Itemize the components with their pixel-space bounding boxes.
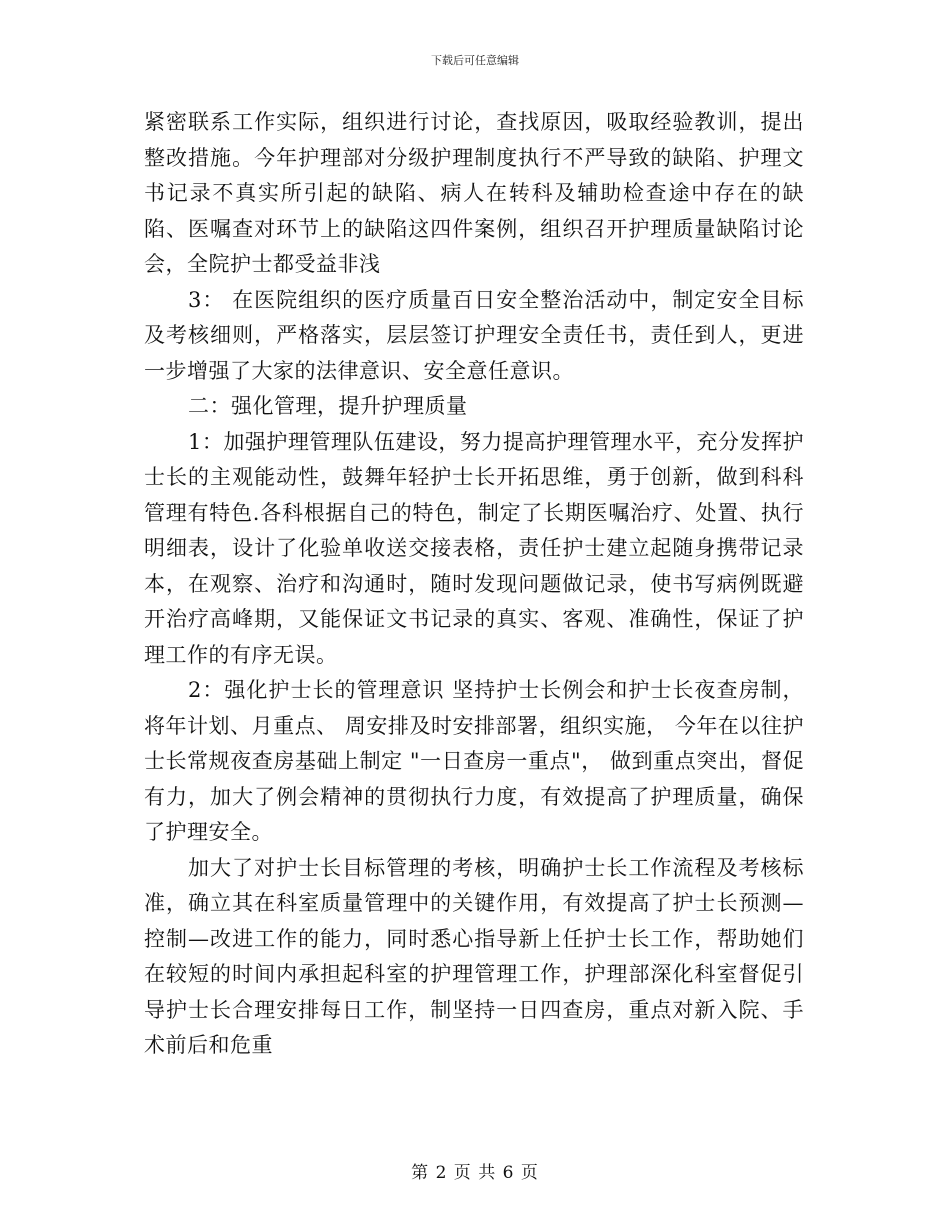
paragraph-item-1: 1：加强护理管理队伍建设，努力提高护理管理水平，充分发挥护士长的主观能动性，鼓舞年轻护士长开拓思维，勇于创新，做到科科管理有特色.各科根据自己的特色，制定了长期医嘱治疗、处置、执行明细表，设计了化验单收送交接表格，责任护士建立起随身携带记录本，在观察、治疗和沟通时，随时发现问题做记录，使书写病例既避开治疗高峰期，又能保证文书记录的真实、客观、准确性，保证了护理工作的有序无误。	[144, 429, 804, 667]
section-heading-2: 二：强化管理，提升护理质量	[188, 394, 468, 418]
page-footer: 第 2 页 共 6 页	[411, 1163, 539, 1183]
paragraph-item-3: 3： 在医院组织的医疗质量百日安全整治活动中，制定安全目标及考核细则，严格落实，层层签订护理安全责任书，责任到人，更进一步增强了大家的法律意识、安全意任意识。	[144, 287, 804, 383]
paragraph-continuation: 紧密联系工作实际，组织进行讨论，查找原因，吸取经验教训，提出整改措施。今年护理部对分级护理制度执行不严导致的缺陷、护理文书记录不真实所引起的缺陷、病人在转科及辅助检查途中存在的缺陷、医嘱查对环节上的缺陷这四件案例，组织召开护理质量缺陷讨论会，全院护士都受益非浅	[144, 110, 804, 276]
document-body	[144, 105, 804, 1064]
paragraph-item-2: 2：强化护士长的管理意识 坚持护士长例会和护士长夜查房制，将年计划、月重点、 周安排及时安排部署，组织实施， 今年在以往护士长常规夜查房基础上制定 "一日查房一重点"， 做到重点突出，督促有力，加大了例会精神的贯彻执行力度，有效提高了护理质量，确保了护理安全。	[144, 678, 804, 844]
paragraph-head-nurse-assessment: 加大了对护士长目标管理的考核，明确护士长工作流程及考核标准，确立其在科室质量管理中的关键作用，有效提高了护士长预测—控制—改进工作的能力，同时悉心指导新上任护士长工作，帮助她们在较短的时间内承担起科室的护理管理工作，护理部深化科室督促引导护士长合理安排每日工作，制坚持一日四查房，重点对新入院、手术前后和危重	[144, 855, 804, 1057]
page-header: 下载后可任意编辑	[431, 54, 519, 67]
